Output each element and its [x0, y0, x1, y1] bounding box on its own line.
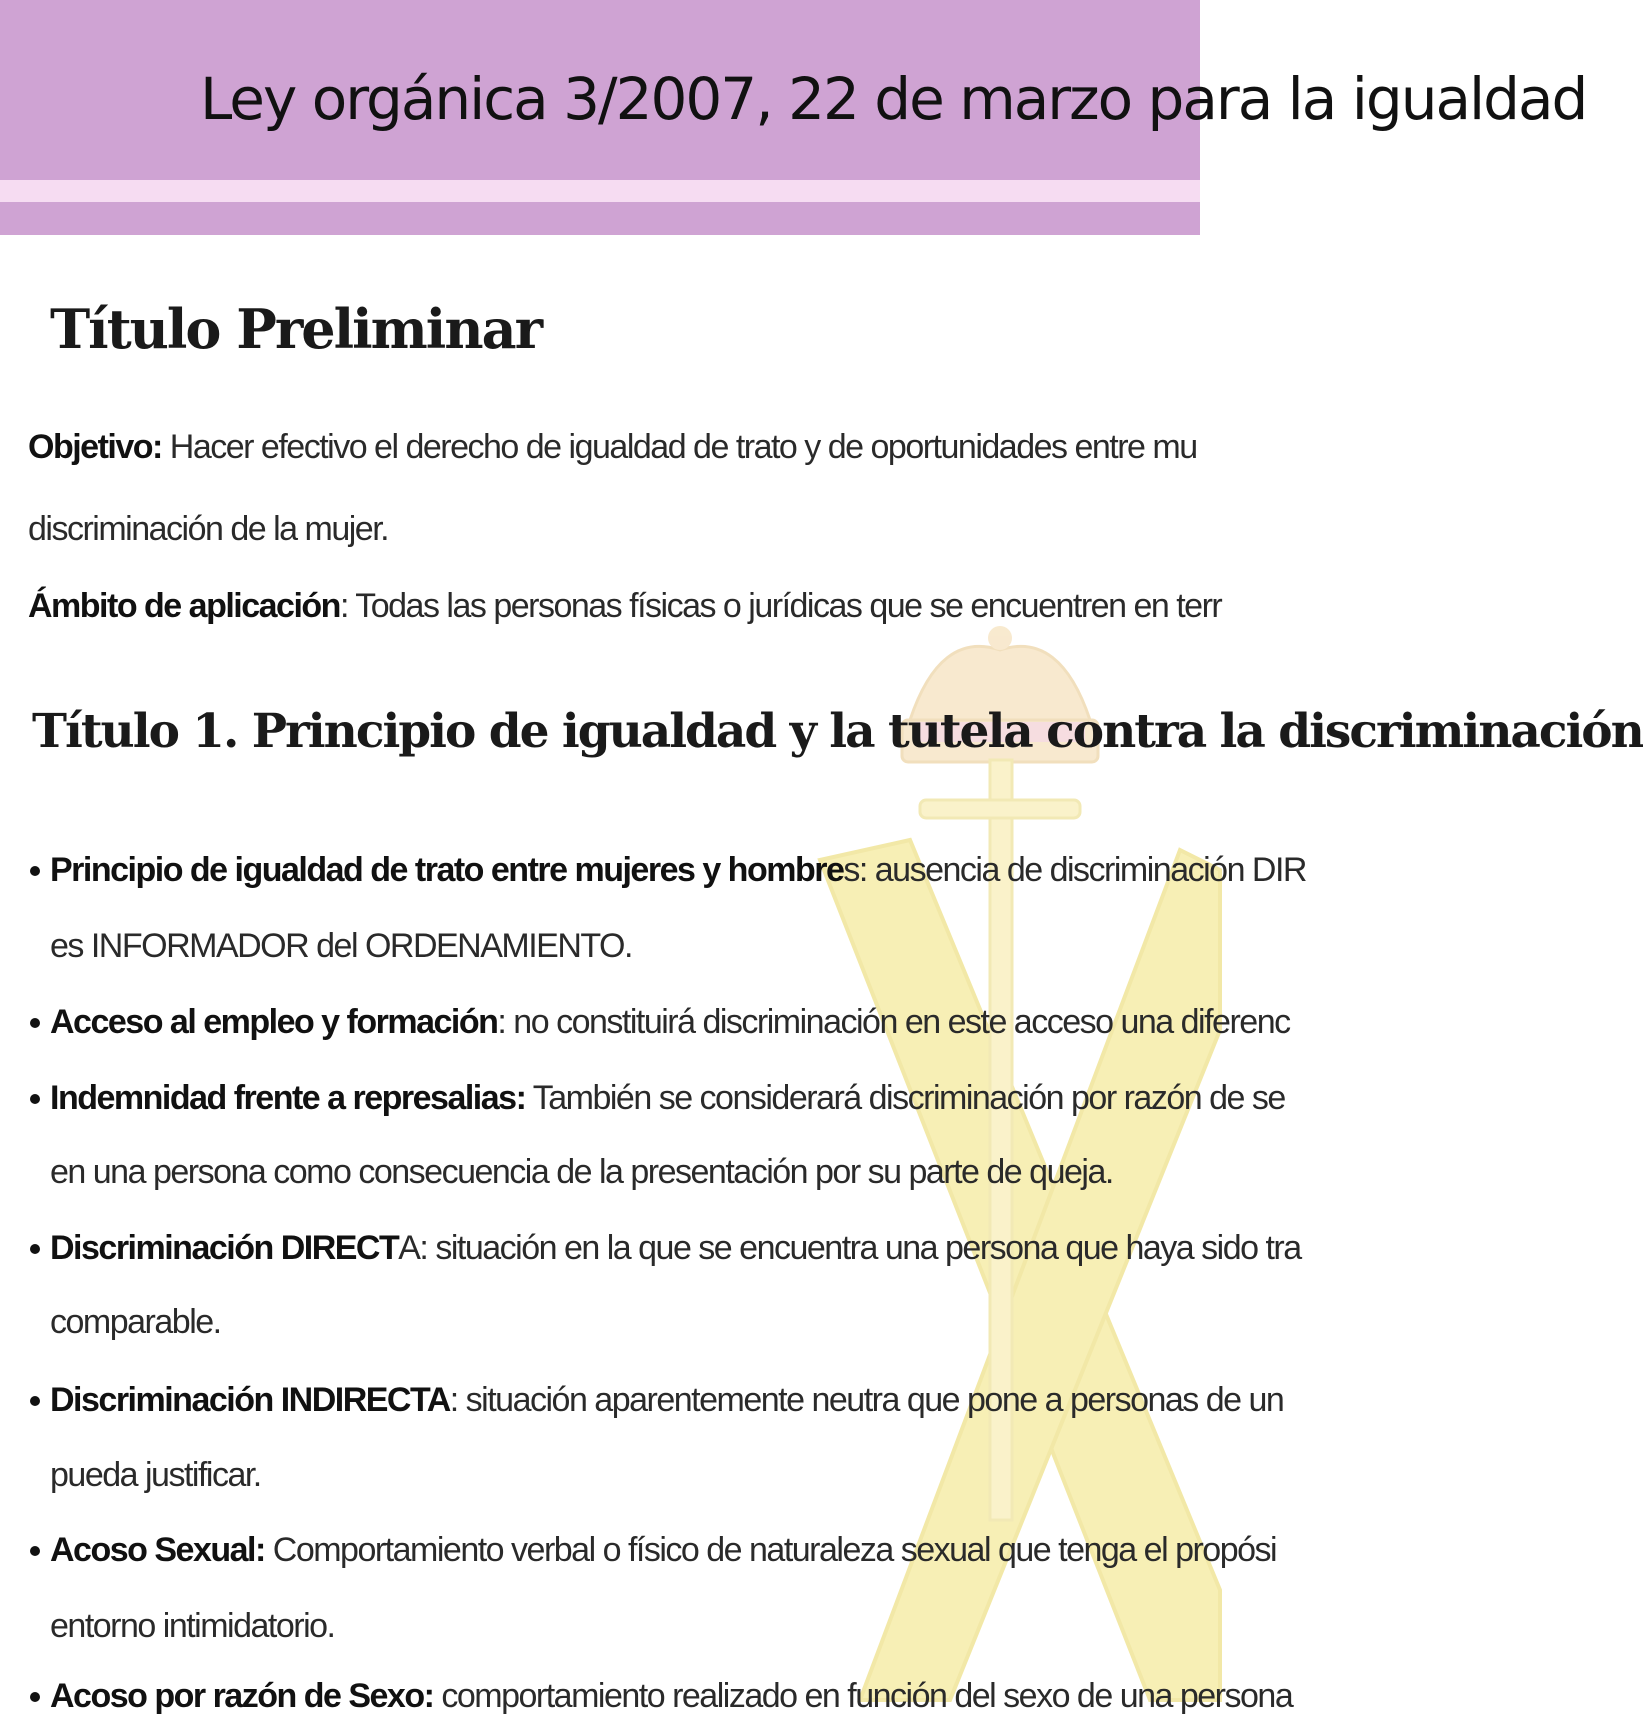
list-item-discriminacion-indirecta — [50, 1380, 1283, 1421]
item-label: Indemnidad frente a represalias: — [50, 1079, 526, 1117]
bullet-icon — [30, 1692, 40, 1702]
item-label: Discriminación INDIRECTA — [50, 1381, 450, 1419]
list-item-continuation: comparable. — [50, 1303, 221, 1341]
list-item-continuation: es INFORMADOR del ORDENAMIENTO. — [50, 927, 632, 965]
list-item-acceso-empleo — [50, 1002, 1290, 1043]
header-stripe-lower — [0, 202, 1200, 235]
objetivo-text: Hacer efectivo el derecho de igualdad de trato y de oportunidades entre mu — [161, 428, 1197, 466]
item-text: comportamiento realizado en función del sexo de una persona — [433, 1677, 1293, 1715]
item-label: Principio de igualdad de trato entre mujeres y hombre — [50, 851, 844, 889]
list-item-indemnidad — [50, 1078, 1285, 1119]
objetivo-label: Objetivo: — [28, 428, 162, 466]
list-item-continuation: pueda justificar. — [50, 1456, 261, 1494]
item-label: Acoso Sexual: — [50, 1531, 265, 1569]
section-heading-preliminar: Título Preliminar — [50, 297, 542, 361]
item-text: A: situación en la que se encuentra una persona que haya sido tra — [398, 1229, 1301, 1267]
header-stripe — [0, 180, 1200, 202]
item-text: : situación aparentemente neutra que pone a personas de un — [449, 1381, 1284, 1419]
bullet-icon — [30, 1244, 40, 1254]
bullet-icon — [30, 1396, 40, 1406]
item-text: También se considerará discriminación por razón de se — [525, 1079, 1285, 1117]
section-heading-titulo-1: Título 1. Principio de igualdad y la tutela contra la discriminación — [32, 704, 1643, 759]
item-label: Discriminación DIRECT — [50, 1229, 399, 1267]
document-title: Ley orgánica 3/2007, 22 de marzo para la igualdad — [200, 65, 1587, 133]
item-text: Comportamiento verbal o físico de naturaleza sexual que tenga el propósi — [264, 1531, 1277, 1569]
item-label: Acceso al empleo y formación — [50, 1003, 498, 1041]
bullet-icon — [30, 1546, 40, 1556]
bullet-icon — [30, 866, 40, 876]
ambito-text: : Todas las personas físicas o jurídicas que se encuentren en terr — [339, 587, 1222, 625]
list-item-acoso-razon-sexo — [50, 1676, 1292, 1717]
bullet-icon — [30, 1018, 40, 1028]
ambito-line — [28, 586, 1221, 627]
item-text: : no constituirá discriminación en este acceso una diferenc — [497, 1003, 1290, 1041]
list-item-principio-igualdad — [50, 850, 1306, 891]
item-label: Acoso por razón de Sexo: — [50, 1677, 434, 1715]
list-item-acoso-sexual — [50, 1530, 1276, 1571]
bullet-icon — [30, 1094, 40, 1104]
list-item-continuation: entorno intimidatorio. — [50, 1607, 335, 1645]
objetivo-continuation: discriminación de la mujer. — [28, 510, 389, 548]
ambito-label: Ámbito de aplicación — [28, 587, 340, 625]
list-item-discriminacion-directa — [50, 1228, 1301, 1269]
objetivo-line — [28, 427, 1197, 468]
item-text: s: ausencia de discriminación DIR — [843, 851, 1306, 889]
list-item-continuation: en una persona como consecuencia de la presentación por su parte de queja. — [50, 1153, 1113, 1191]
